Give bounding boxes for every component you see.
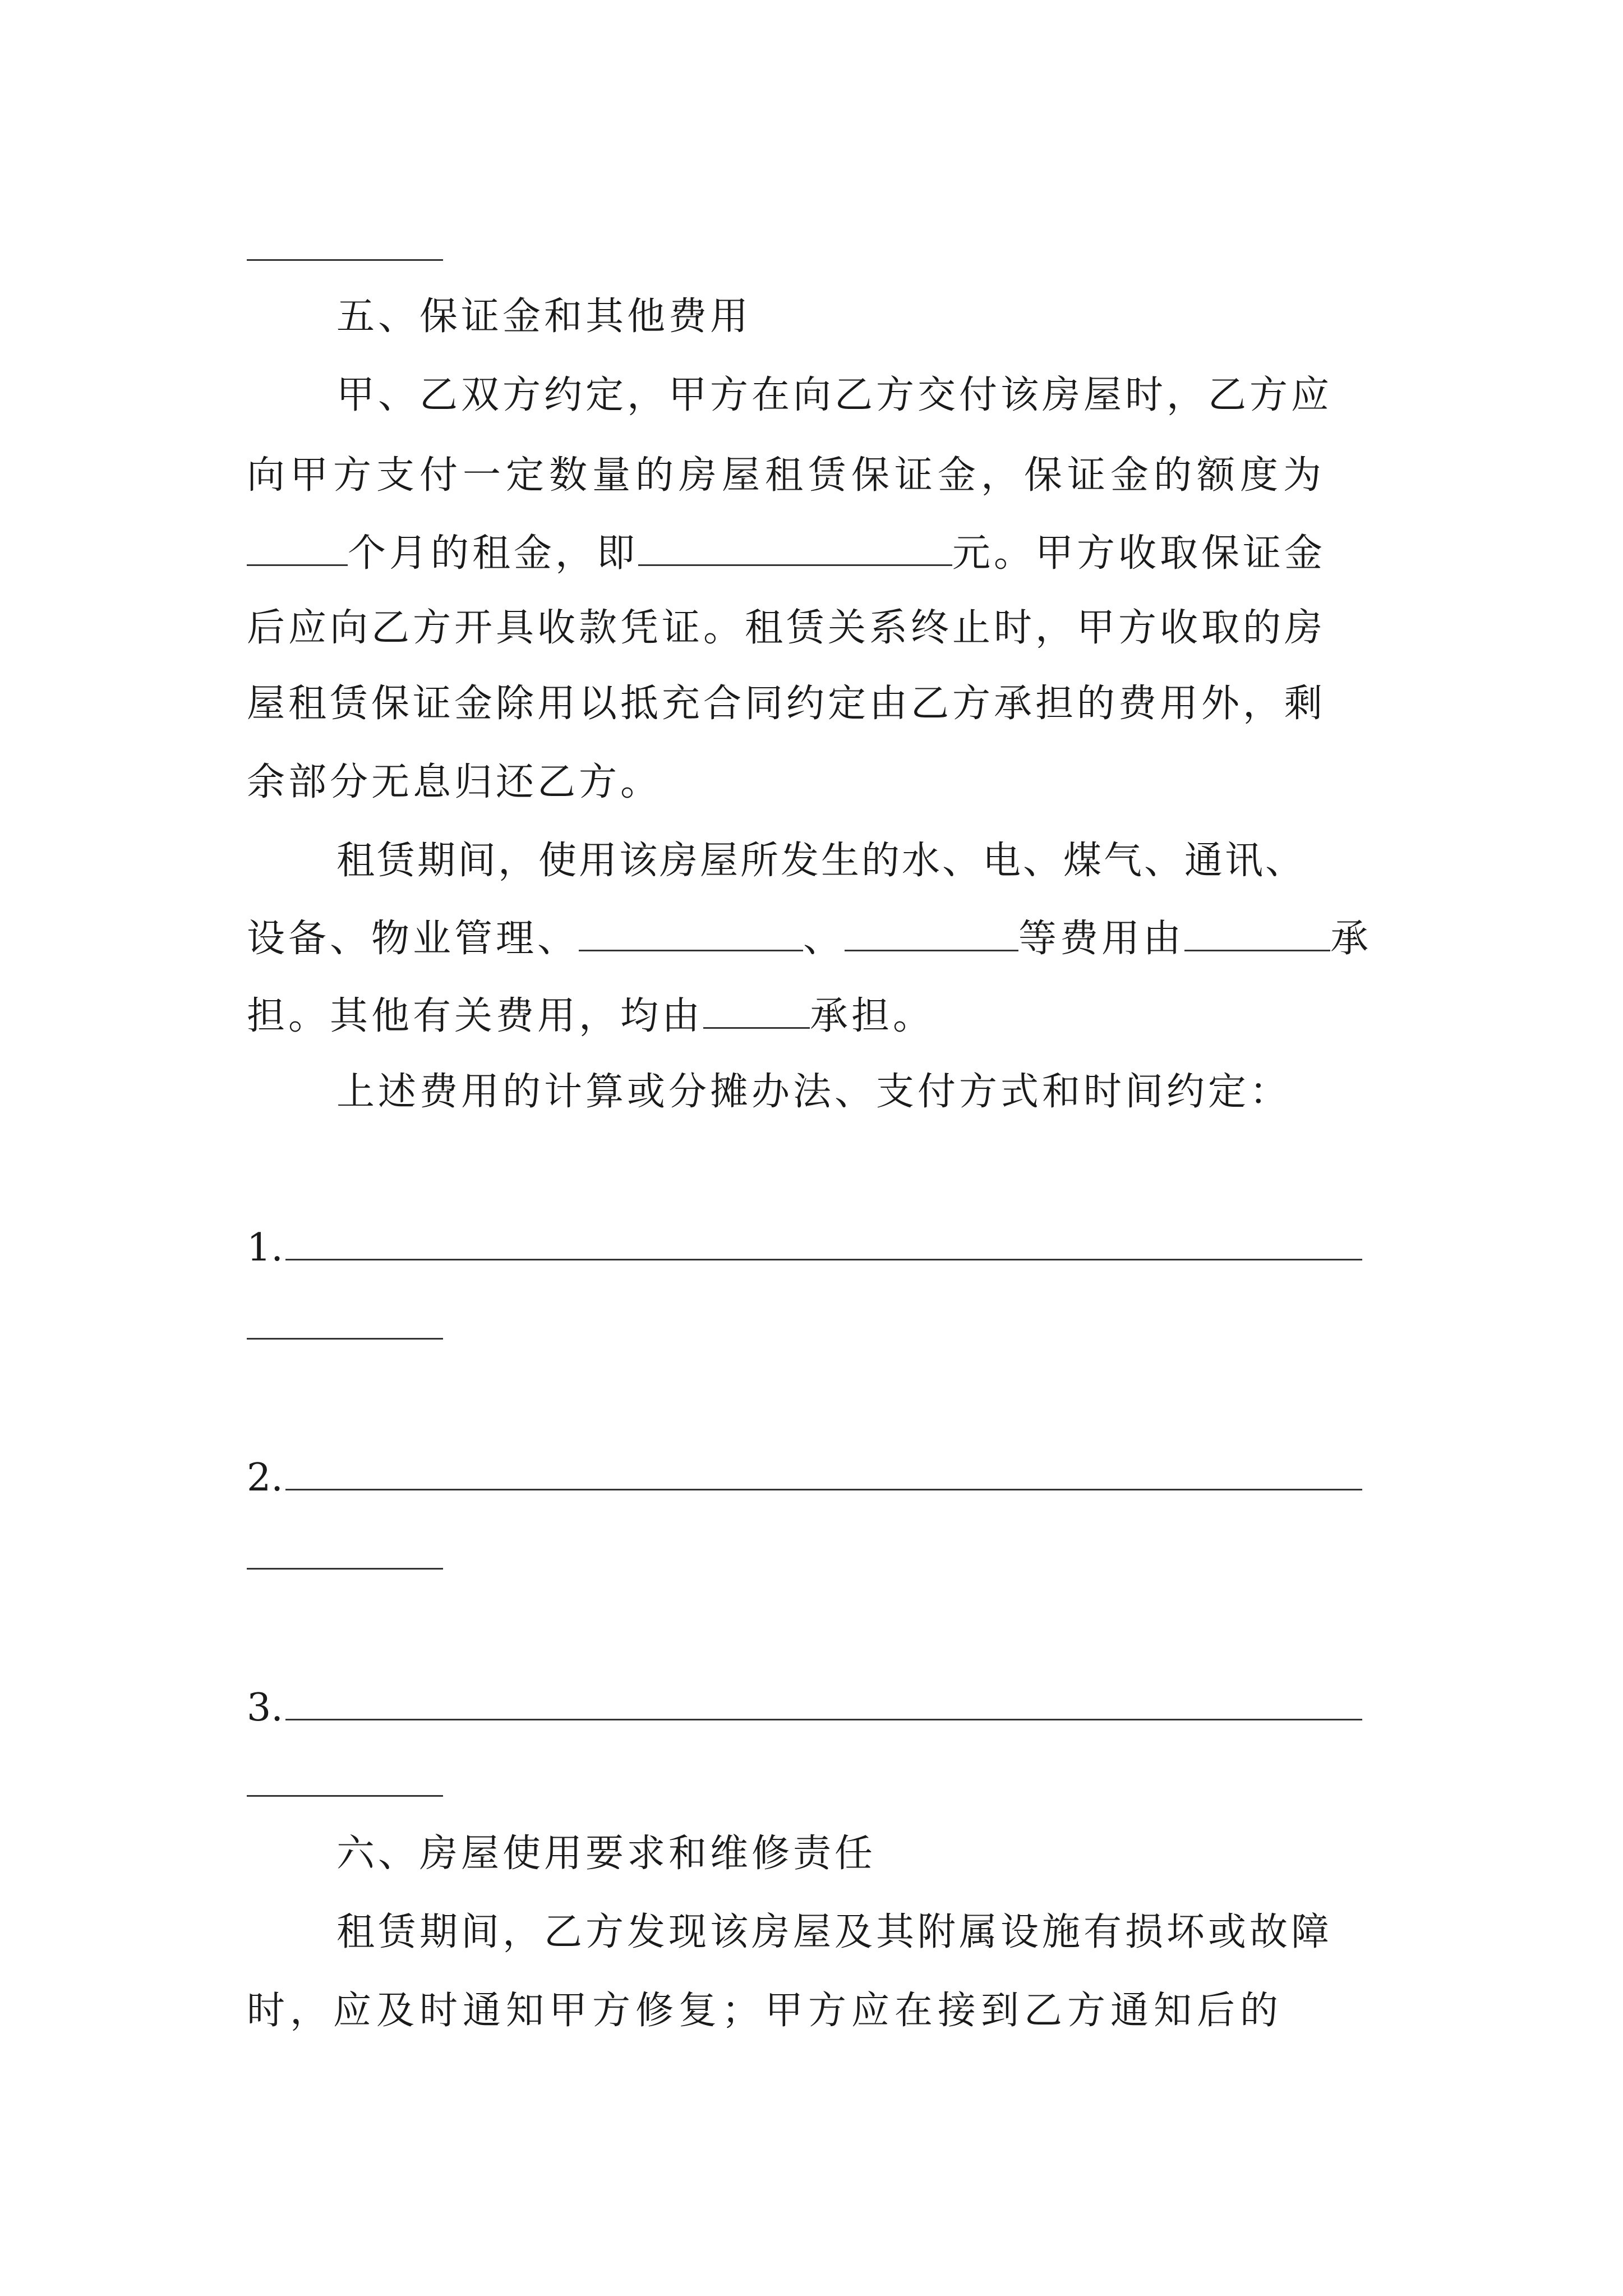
blank-field [247, 530, 348, 566]
text-span: 担。其他有关费用，均由 [247, 994, 704, 1039]
item-number: 1. [247, 1226, 283, 1270]
item-number: 2. [247, 1456, 283, 1500]
blank-field [579, 915, 803, 951]
blank-line [285, 1690, 1362, 1720]
paragraph-line [247, 530, 1326, 576]
paragraph-line: 余部分无息归还乙方。 [247, 760, 662, 804]
separator-rule [247, 1568, 443, 1570]
separator-rule [247, 259, 443, 261]
text-span: 等费用由 [1018, 917, 1185, 961]
blank-field [638, 530, 952, 566]
separator-rule [247, 1338, 443, 1340]
text-span: 承担。 [810, 994, 935, 1039]
paragraph-line: 向甲方支付一定数量的房屋租赁保证金，保证金的额度为 [247, 453, 1327, 498]
blank-line [285, 1460, 1362, 1490]
text-span: 承 [1330, 917, 1372, 961]
text-span: 设备、物业管理、 [247, 917, 579, 961]
section-heading: 五、保证金和其他费用 [336, 295, 752, 339]
paragraph-line: 后应向乙方开具收款凭证。租赁关系终止时，甲方收取的房 [247, 606, 1326, 650]
paragraph-line [247, 915, 1372, 961]
text-span: 个月的租金，即 [348, 531, 639, 576]
paragraph-line: 屋租赁保证金除用以抵充合同约定由乙方承担的费用外，剩 [247, 682, 1326, 726]
blank-field [703, 993, 810, 1029]
item-number: 3. [247, 1686, 283, 1730]
numbered-item [247, 1226, 1362, 1271]
blank-field [1184, 915, 1330, 951]
separator-rule [247, 1795, 443, 1797]
paragraph-line: 时，应及时通知甲方修复；甲方应在接到乙方通知后的 [247, 1989, 1284, 2033]
paragraph-line: 甲、乙双方约定，甲方在向乙方交付该房屋时，乙方应 [336, 373, 1333, 417]
paragraph-line: 租赁期间，乙方发现该房屋及其附属设施有损坏或故障 [336, 1910, 1333, 1954]
paragraph-line [247, 993, 934, 1039]
blank-field [845, 915, 1018, 951]
section-heading: 六、房屋使用要求和维修责任 [336, 1832, 877, 1876]
numbered-item [247, 1456, 1362, 1501]
numbered-item [247, 1686, 1362, 1731]
paragraph-line: 租赁期间，使用该房屋所发生的水、电、煤气、通讯、 [336, 839, 1306, 883]
paragraph-line: 上述费用的计算或分摊办法、支付方式和时间约定： [336, 1070, 1292, 1114]
blank-line [285, 1230, 1362, 1260]
text-span: 元。甲方收取保证金 [952, 531, 1326, 576]
text-span: 、 [803, 917, 845, 961]
